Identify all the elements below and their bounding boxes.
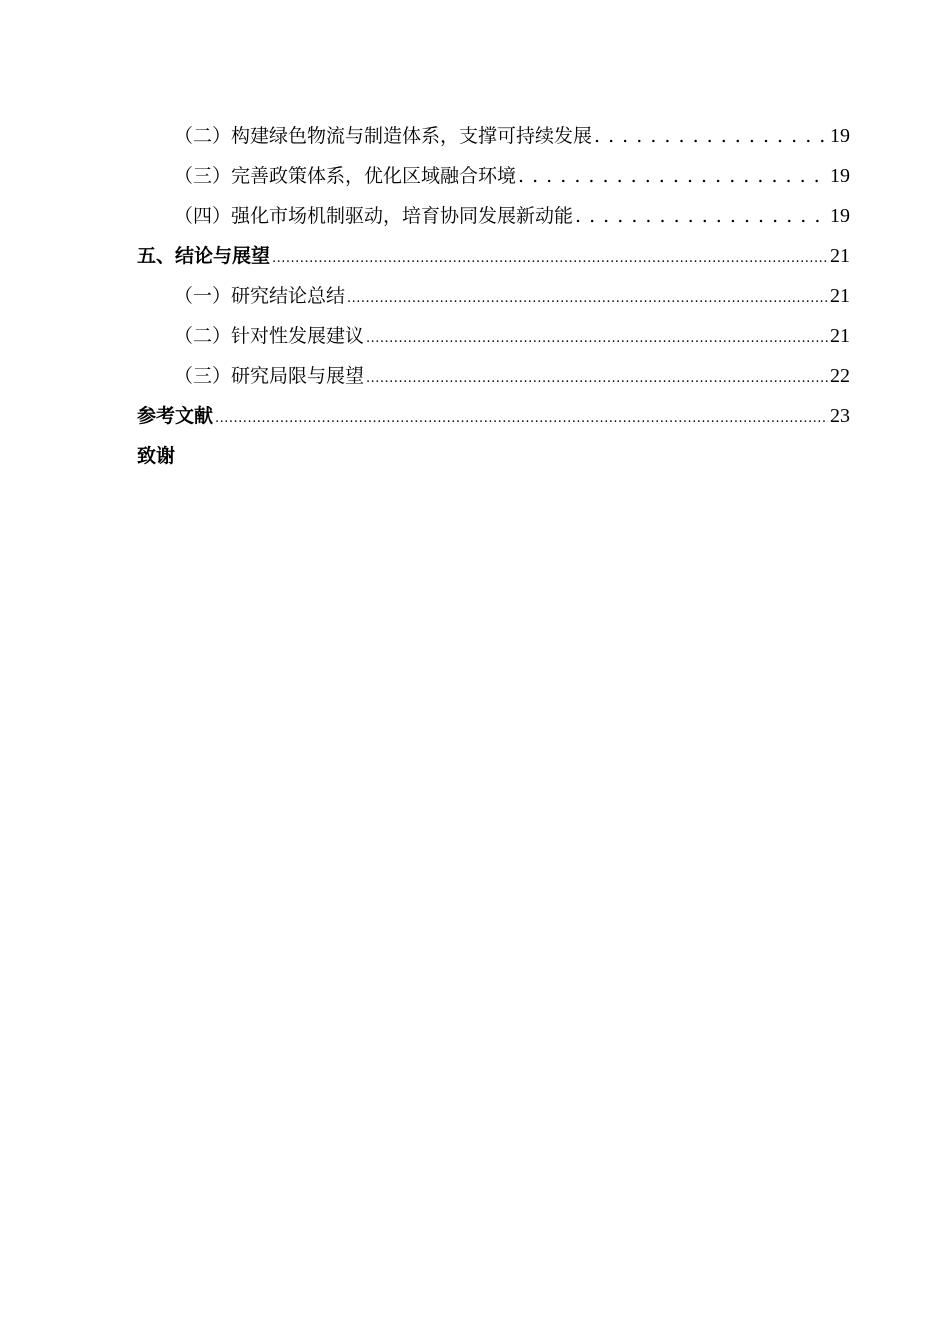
toc-page-number: 21 xyxy=(830,245,850,267)
toc-page-number: 21 xyxy=(830,285,850,307)
toc-entry-title: （二）针对性发展建议 xyxy=(174,325,365,347)
toc-entry-references[interactable] xyxy=(137,396,850,436)
toc-entry-market-mechanism[interactable] xyxy=(137,196,850,236)
toc-page-number: 23 xyxy=(830,405,850,427)
toc-dot-leader xyxy=(594,116,828,156)
toc-entry-title: 五、结论与展望 xyxy=(137,245,271,267)
toc-entry-conclusion[interactable] xyxy=(137,236,850,276)
toc-entry-suggestions[interactable] xyxy=(137,316,850,356)
toc-page-number: 19 xyxy=(830,125,850,147)
toc-entry-title: （三）研究局限与展望 xyxy=(174,365,365,387)
toc-entry-limitations[interactable] xyxy=(137,356,850,396)
toc-entry-title: （二）构建绿色物流与制造体系，支撑可持续发展 xyxy=(174,125,593,147)
table-of-contents xyxy=(137,116,850,476)
toc-dot-leader xyxy=(272,236,828,279)
toc-entry-conclusion-summary[interactable] xyxy=(137,276,850,316)
toc-entry-acknowledgements[interactable] xyxy=(137,436,850,476)
toc-dot-leader xyxy=(366,356,828,399)
toc-page-number: 19 xyxy=(830,205,850,227)
toc-page-number: 19 xyxy=(830,165,850,187)
toc-entry-title: 致谢 xyxy=(137,445,176,467)
toc-page-number: 21 xyxy=(830,325,850,347)
toc-entry-green-logistics[interactable] xyxy=(137,116,850,156)
toc-entry-title: （四）强化市场机制驱动，培育协同发展新动能 xyxy=(174,205,574,227)
toc-entry-policy-system[interactable] xyxy=(137,156,850,196)
toc-entry-title: （一）研究结论总结 xyxy=(174,285,346,307)
toc-dot-leader xyxy=(347,276,828,319)
toc-dot-leader xyxy=(575,196,828,236)
toc-entry-title: 参考文献 xyxy=(137,405,214,427)
toc-entry-title: （三）完善政策体系，优化区域融合环境 xyxy=(174,165,517,187)
toc-dot-leader xyxy=(518,156,828,196)
toc-dot-leader xyxy=(215,396,828,439)
toc-page-number: 22 xyxy=(830,365,850,387)
toc-dot-leader xyxy=(366,316,828,359)
